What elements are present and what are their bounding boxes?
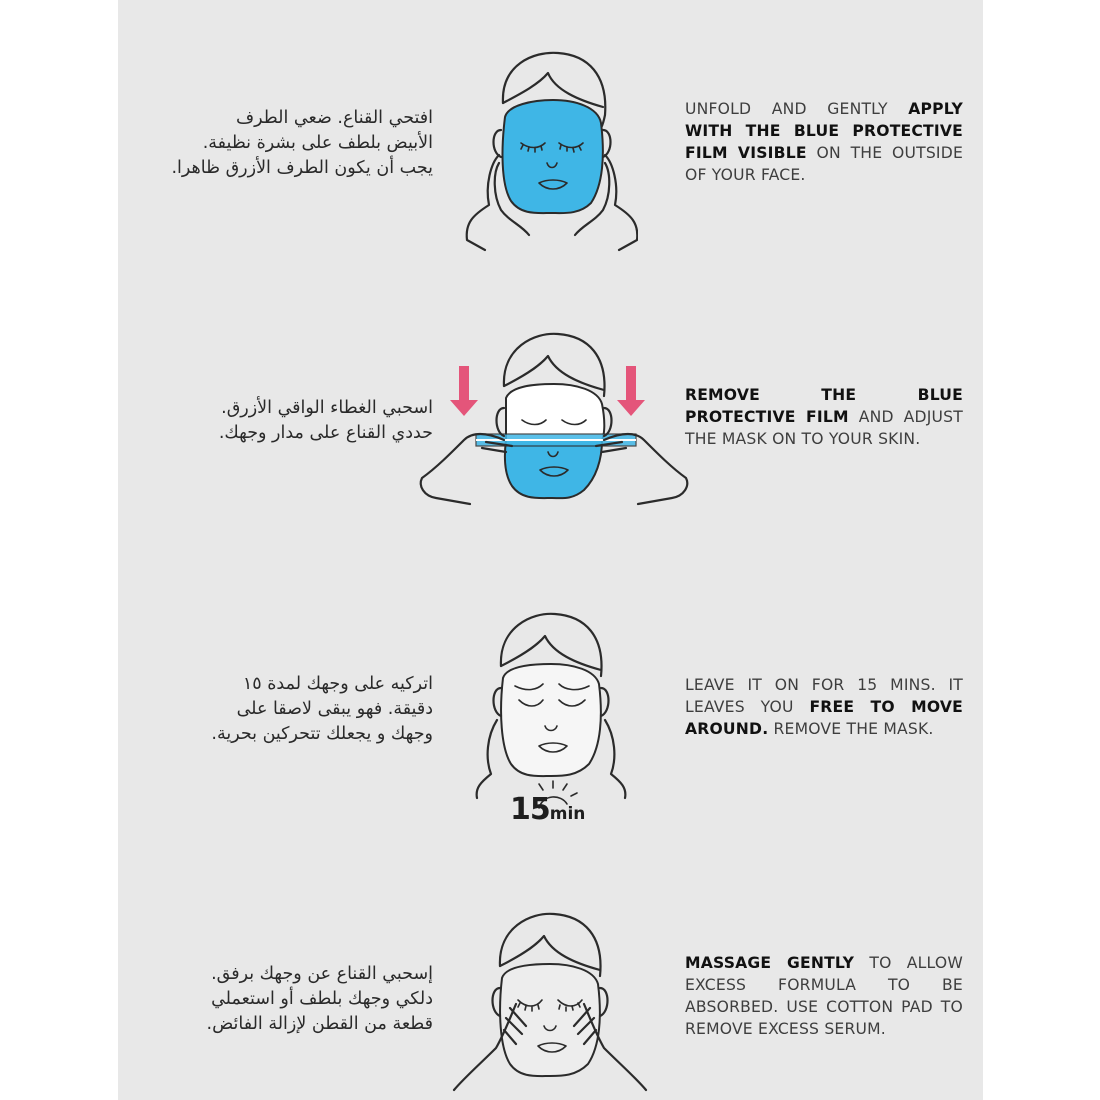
face-blue-mask-icon xyxy=(463,45,638,260)
step-3-english-text: LEAVE IT ON FOR 15 MINS. IT LEAVES YOU FREE TO MOVE AROUND. REMOVE THE MASK. xyxy=(685,676,963,738)
timer-label xyxy=(510,792,585,827)
step-1-arabic-text: افتحي القناع. ضعي الطرف الأبيض بلطف على بشرة نظيفة. يجب أن يكون الطرف الأزرق ظاهرا. xyxy=(171,108,433,178)
instructions-panel xyxy=(118,0,983,1100)
timer-number: 15 xyxy=(510,792,550,827)
step-4-arabic-text: إسحبي القناع عن وجهك برفق. دلكي وجهك بلطف أو استعملي قطعة من القطن لإزالة الفائض. xyxy=(206,964,433,1034)
step-2-arabic-text: اسحبي الغطاء الواقي الأزرق. حددي القناع على مدار وجهك. xyxy=(218,398,433,443)
face-peel-film-icon xyxy=(416,328,691,518)
step-4-english-text: MASSAGE GENTLY TO ALLOW EXCESS FORMULA TO BE ABSORBED. USE COTTON PAD TO REMOVE EXCESS SERUM. xyxy=(685,954,963,1038)
face-massage-icon xyxy=(450,908,650,1100)
step-2-english-text: REMOVE THE BLUE PROTECTIVE FILM AND ADJUST THE MASK ON TO YOUR SKIN. xyxy=(685,386,963,448)
down-arrow-left-icon xyxy=(450,366,478,416)
timer-unit: min xyxy=(549,804,586,824)
step-1-english-text: UNFOLD AND GENTLY APPLY WITH THE BLUE PROTECTIVE FILM VISIBLE ON THE OUTSIDE OF YOUR FACE. xyxy=(685,100,963,184)
down-arrow-right-icon xyxy=(617,366,645,416)
step-3-arabic-text: اتركيه على وجهك لمدة ١٥ دقيقة. فهو يبقى لاصقا على وجهك و يجعلك تتحركين بحرية. xyxy=(211,674,433,744)
